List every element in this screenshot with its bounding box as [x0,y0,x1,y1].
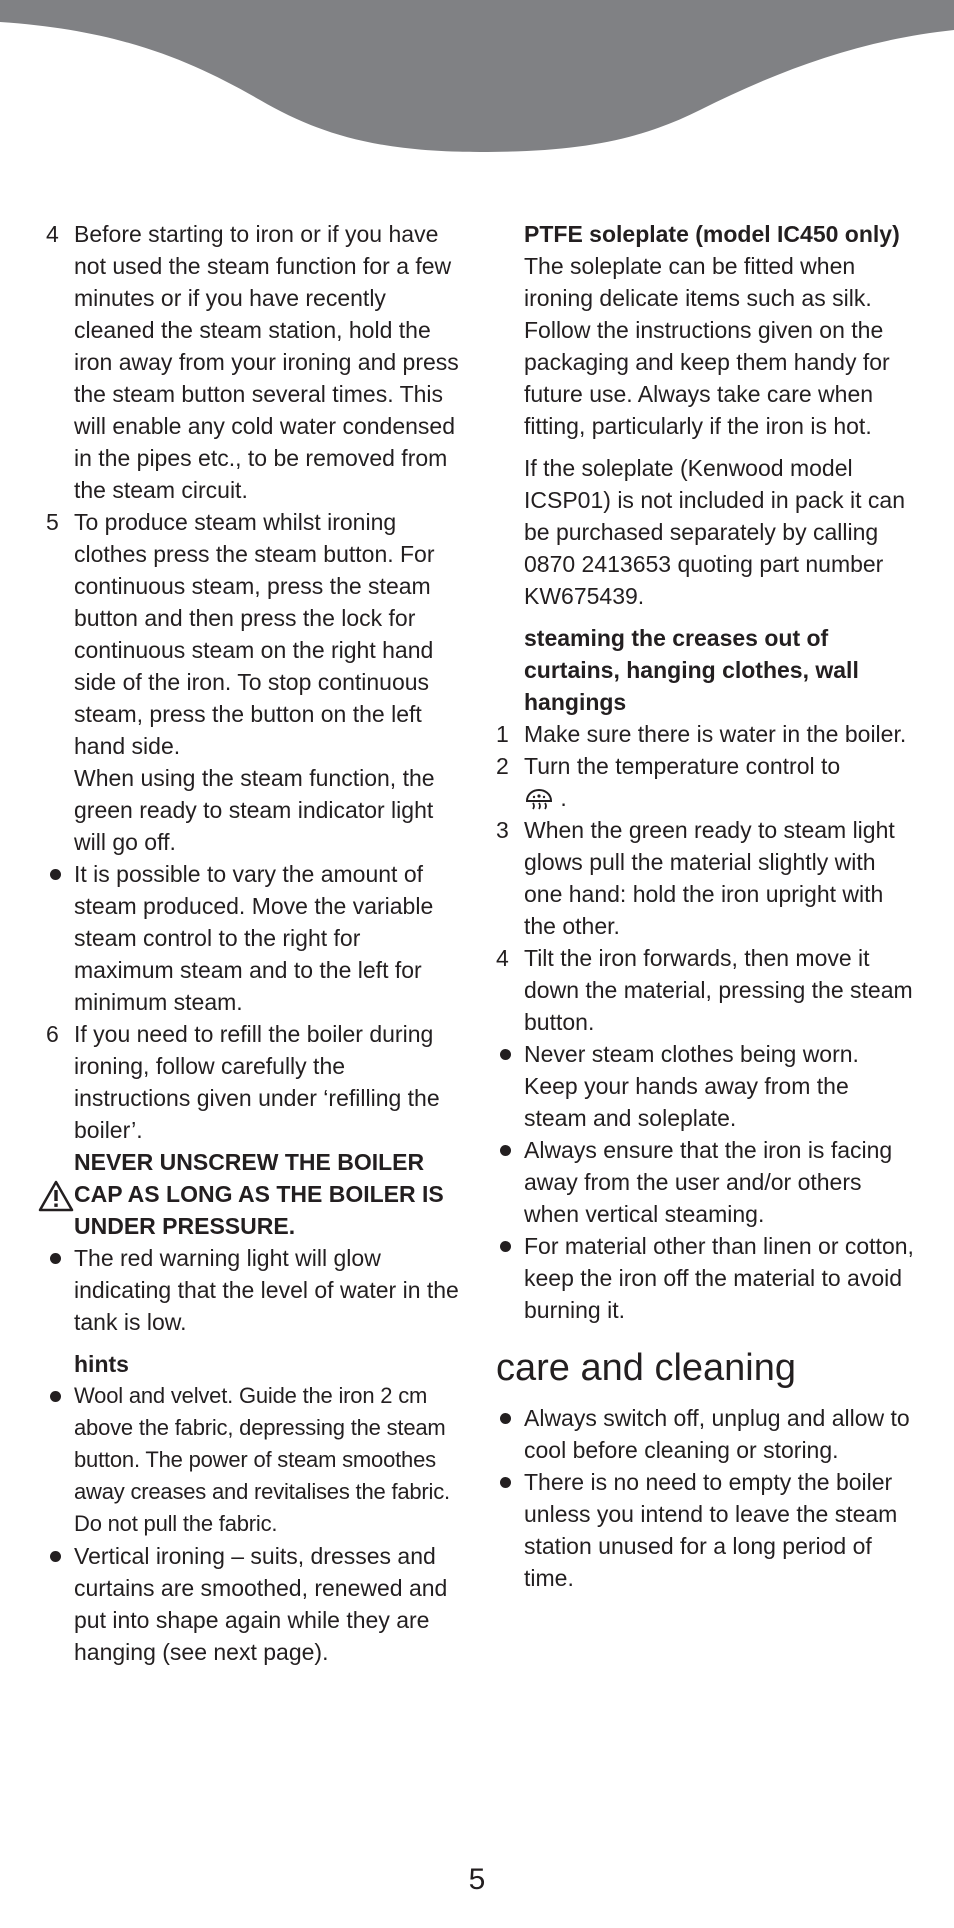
steaming-step-1 [496,718,916,750]
step-text: To produce steam whilst ironing clothes press the steam button. For continuous steam, press the steam button and then press the lock for continuous steam on the right hand side of the iron. To stop continuous steam, press the button on the left hand side. [74,509,435,759]
step-number: 6 [46,1021,59,1047]
header-wave-band [0,0,954,160]
hint-vertical-ironing [46,1540,466,1668]
bullet-text: Never steam clothes being worn. Keep your hands away from the steam and soleplate. [524,1041,859,1131]
steaming-step-3 [496,814,916,942]
step-text: When the green ready to steam light glows pull the material slightly with one hand: hold the iron upright with the other. [524,817,895,939]
care-bullet-empty-boiler [496,1466,916,1594]
bullet-dot [50,1391,61,1402]
hints-heading: hints [74,1351,129,1377]
step-text: Turn the temperature control to [524,753,841,779]
bullet-other-material [496,1230,916,1326]
step-number: 3 [496,817,509,843]
step-number: 5 [46,509,59,535]
bullet-red-light [46,1242,466,1338]
warning-triangle-icon [38,1180,74,1212]
step-text: Tilt the iron forwards, then move it down the material, pressing the steam button. [524,945,913,1035]
step-number: 4 [46,221,59,247]
bullet-text: There is no need to empty the boiler unless you intend to leave the steam station unused for a long period of time. [524,1469,898,1591]
steaming-heading: steaming the creases out of curtains, hanging clothes, wall hangings [524,625,859,715]
care-bullet-switch-off [496,1402,916,1466]
bullet-text: The red warning light will glow indicating that the level of water in the tank is low. [74,1245,459,1335]
step-suffix: . [560,785,567,811]
left-column [46,218,466,1668]
ptfe-paragraph-1: The soleplate can be fitted when ironing delicate items such as silk. Follow the instructions given on the packaging and keep them handy for future use. Always take care when fitting, particularly if the iron is hot. [524,253,890,439]
ptfe-soleplate-heading: PTFE soleplate (model IC450 only) [524,221,900,247]
step-text: If you need to refill the boiler during ironing, follow carefully the instructions given under ‘refilling the boiler’. [74,1021,440,1143]
steaming-step-4 [496,942,916,1038]
step-number: 1 [496,721,509,747]
step-number: 2 [496,753,509,779]
bullet-text: Always ensure that the iron is facing away from the user and/or others when vertical steaming. [524,1137,893,1227]
steam-setting-icon [524,787,554,813]
bullet-dot [500,1241,511,1252]
boiler-cap-warning [46,1146,466,1242]
step-5-note: When using the steam function, the green ready to steam indicator light will go off. [74,765,435,855]
bullet-dot [50,1253,61,1264]
bullet-vary-steam [46,858,466,1018]
bullet-text: Always switch off, unplug and allow to cool before cleaning or storing. [524,1405,910,1463]
right-column [496,218,916,1594]
bullet-dot [500,1477,511,1488]
bullet-dot [500,1413,511,1424]
warning-text: NEVER UNSCREW THE BOILER CAP AS LONG AS THE BOILER IS UNDER PRESSURE. [74,1149,444,1239]
bullet-dot [500,1145,511,1156]
bullet-text: Wool and velvet. Guide the iron 2 cm above the fabric, depressing the steam button. The power of steam smoothes away creases and revitalises the fabric. Do not pull the fabric. [74,1383,450,1536]
step-text: Before starting to iron or if you have not used the steam function for a few minutes or if you have recently cleaned the steam station, hold the iron away from your ironing and press the steam button several times. This will enable any cold water condensed in the pipes etc., to be removed from the steam circuit. [74,221,459,503]
bullet-dot [50,1551,61,1562]
page-number: 5 [468,1863,486,1896]
step-number: 4 [496,945,509,971]
bullet-dot [500,1049,511,1060]
step-text: Make sure there is water in the boiler. [524,721,907,747]
step-4 [46,218,466,506]
bullet-facing-away [496,1134,916,1230]
bullet-text: Vertical ironing – suits, dresses and curtains are smoothed, renewed and put into shape again while they are hanging (see next page). [74,1543,448,1665]
bullet-never-steam-worn [496,1038,916,1134]
step-6 [46,1018,466,1146]
bullet-dot [50,869,61,880]
hint-wool-velvet [46,1380,466,1540]
bullet-text: For material other than linen or cotton, keep the iron off the material to avoid burning it. [524,1233,914,1323]
bullet-text: It is possible to vary the amount of steam produced. Move the variable steam control to the right for maximum steam and to the left for minimum steam. [74,861,434,1015]
step-5 [46,506,466,762]
ptfe-paragraph-2: If the soleplate (Kenwood model ICSP01) is not included in pack it can be purchased separately by calling 0870 2413653 quoting part number KW675439. [524,455,905,609]
steaming-step-2 [496,750,916,814]
care-cleaning-title: care and cleaning [496,1347,796,1389]
